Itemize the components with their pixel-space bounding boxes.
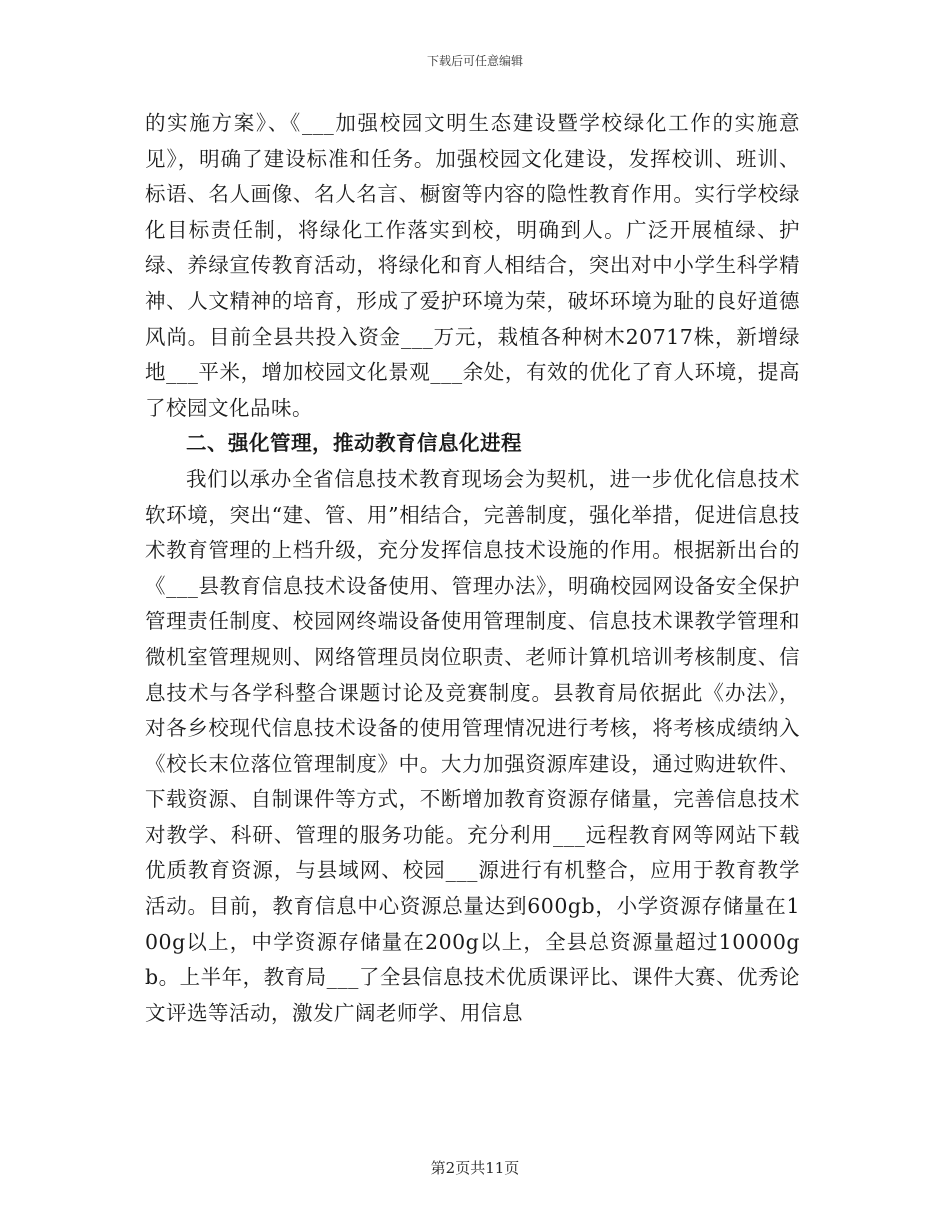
paragraph-campus-greening: 的实施方案》、《___加强校园文明生态建设暨学校绿化工作的实施意见》，明确了建设标准和任务。加强校园文化建设，发挥校训、班训、标语、名人画像、名人名言、橱窗等内容的隐性教育作用。实行学校绿化目标责任制，将绿化工作落实到校，明确到人。广泛开展植绿、护绿、养绿宣传教育活动，将绿化和育人相结合，突出对中小学生科学精神、人文精神的培育，形成了爱护环境为荣，破坏环境为耻的良好道德风尚。目前全县共投入资金___万元，栽植各种树木20717株，新增绿地___平米，增加校园文化景观___余处，有效的优化了育人环境，提高了校园文化品味。 <box>145 111 800 420</box>
section-heading: 二、强化管理，推动教育信息化进程 <box>186 431 522 456</box>
page-number: 第2页共11页 <box>430 1159 520 1177</box>
paragraph-information-technology: 我们以承办全省信息技术教育现场会为契机，进一步优化信息技术软环境，突出“建、管、用”相结合，完善制度，强化举措，促进信息技术教育管理的上档升级，充分发挥信息技术设施的作用。根据新出台的《___县教育信息技术设备使用、管理办法》，明确校园网设备安全保护管理责任制度、校园网终端设备使用管理制度、信息技术课教学管理和微机室管理规则、网络管理员岗位职责、老师计算机培训考核制度、信息技术与各学科整合课题讨论及竞赛制度。县教育局依据此《办法》，对各乡校现代信息技术设备的使用管理情况进行考核，将考核成绩纳入《校长末位落位管理制度》中。大力加强资源库建设，通过购进软件、下载资源、自制课件等方式，不断增加教育资源存储量，完善信息技术对教学、科研、管理的服务功能。充分利用___远程教育网等网站下载优质教育资源，与县域网、校园___源进行有机整合，应用于教育教学活动。目前，教育信息中心资源总量达到600gb，小学资源存储量在100g以上，中学资源存储量在200g以上，全县总资源量超过10000gb。上半年，教育局___了全县信息技术优质课评比、课件大赛、优秀论文评选等活动，激发广阔老师学、用信息 <box>145 466 800 1025</box>
document-body <box>145 106 800 1031</box>
page-header: 下载后可任意编辑 <box>426 54 523 68</box>
